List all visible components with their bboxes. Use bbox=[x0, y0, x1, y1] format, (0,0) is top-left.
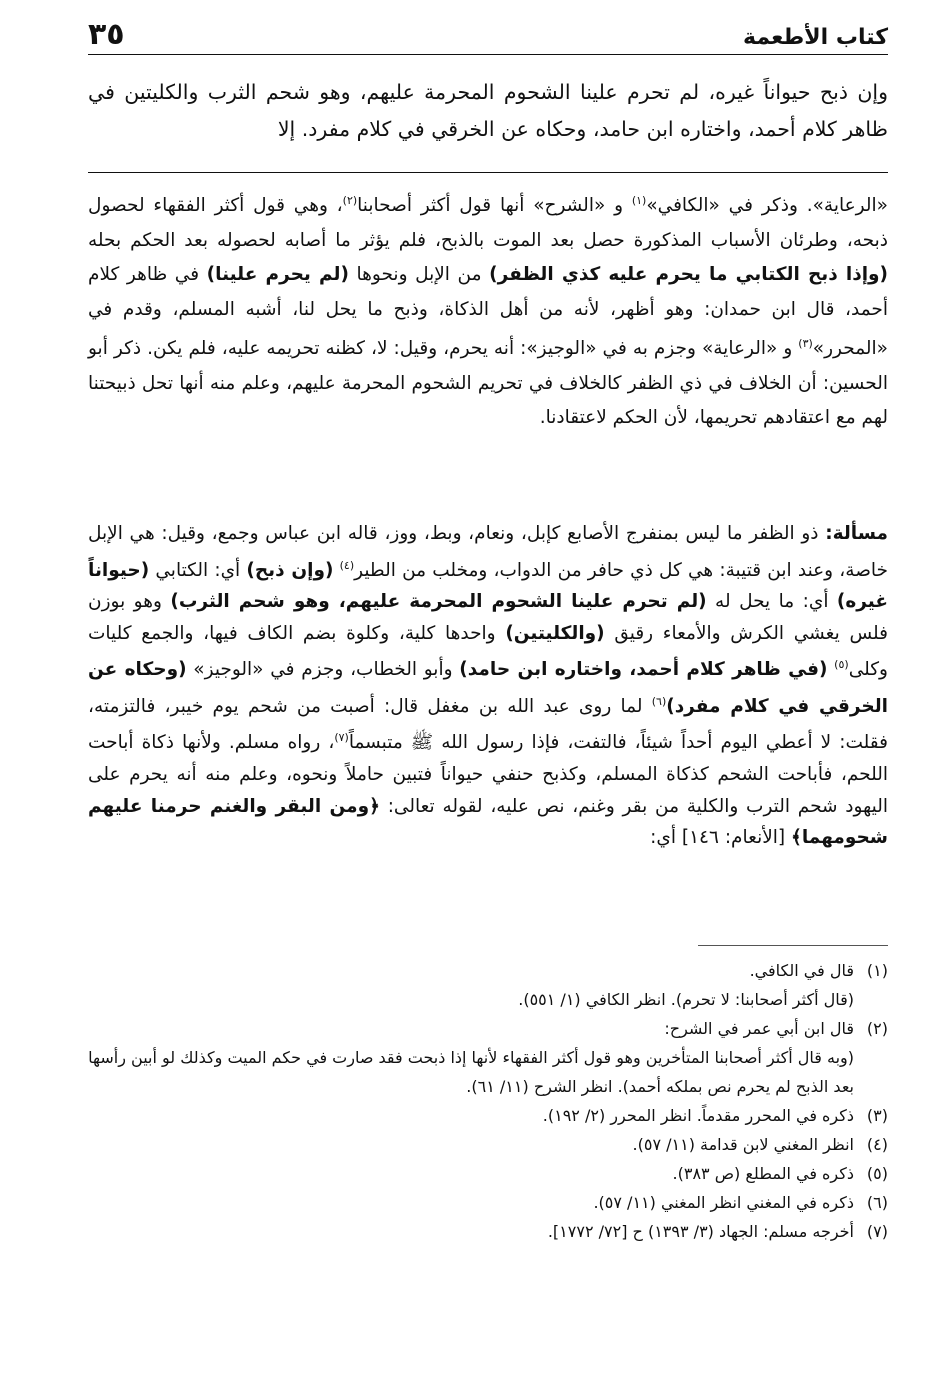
footnote-number: (٥) bbox=[866, 1164, 888, 1183]
quoted-matn: (والكليتين) bbox=[505, 622, 605, 644]
footnotes bbox=[88, 956, 888, 1246]
footnote-number: (٦) bbox=[866, 1193, 888, 1212]
quoted-matn: (وإن ذبح) bbox=[246, 559, 334, 581]
footnote-text: ذكره في المحرر مقدماً. انظر المحرر (٢/ ١٩٢). bbox=[542, 1106, 854, 1125]
footnote-text: قال في الكافي. bbox=[749, 961, 854, 980]
commentary-text: ، وهي قول أكثر الفقهاء لحصول ذبحه، وطرئان الأسباب المذكورة حصل بعد الموت بالذبح، فلم يؤثر ما أصابه لحصوله بعد الحكم بحله bbox=[88, 195, 888, 251]
footnote bbox=[88, 1130, 888, 1159]
commentary-text: في ظاهر كلام أحمد، قال ابن حمدان: وهو أظهر، لأنه من أهل الذكاة، وذبح ما يحل لنا، أشبه المسلم، وقدم في «المحرر» bbox=[88, 264, 888, 360]
footnote-ref: (٦) bbox=[651, 694, 667, 708]
footnote-number: (٢) bbox=[866, 1019, 888, 1038]
footnote-ref: (٤) bbox=[339, 558, 355, 572]
masala-text: أي: الكتابي bbox=[149, 559, 247, 581]
footnote bbox=[88, 1043, 888, 1101]
quoted-matn: (في ظاهر كلام أحمد، واختاره ابن حامد) bbox=[459, 659, 828, 681]
footnote-ref: (٧) bbox=[334, 731, 349, 745]
footnote bbox=[88, 1188, 888, 1217]
masala-text: ذو الظفر ما ليس بمنفرج الأصابع كإبل، ونعام، وبط، ووز، قاله ابن عباس وجمع، وقيل: هي الإبل خاصة، وعند ابن قتيبة: هي كل ذي حافر من الدواب، ومخلب من الطير bbox=[88, 523, 888, 581]
footnote-text: أخرجه مسلم: الجهاد (٣/ ١٣٩٣) ح [٧٢/ ١٧٧٢]. bbox=[547, 1222, 854, 1241]
masala-text: وهو بوزن فلس يغشي الكرش والأمعاء رقيق bbox=[88, 591, 889, 644]
footnote-number: (٤) bbox=[866, 1135, 888, 1154]
commentary-paragraph bbox=[88, 184, 888, 436]
footnote-ref: (٣) bbox=[798, 337, 813, 351]
footnote-text: ذكره في المطلع (ص ٣٨٣). bbox=[672, 1164, 854, 1183]
masala-text: ، رواه مسلم. ولأنها ذكاة أباحت اللحم، فأباحت الشحم كذكاة المسلم، وكذبح حنفي حيواناً فتبين حاملاً ونحوه، وعلم منه أنه يحرم على اليهود شحم الترب والكلية من بقر وغنم، نص عليه، لقوله تعالى: bbox=[88, 732, 888, 817]
running-header bbox=[88, 10, 888, 55]
footnote bbox=[88, 956, 888, 985]
quoted-matn: (لم تحرم علينا الشحوم المحرمة عليهم، وهو شحم الثرب) bbox=[170, 591, 707, 613]
footnote-number: (٣) bbox=[866, 1106, 888, 1125]
footnote-text: انظر المغني لابن قدامة (١١/ ٥٧). bbox=[632, 1135, 854, 1154]
commentary-text: «الرعاية». وذكر في «الكافي» bbox=[646, 195, 888, 217]
footnote-ref: (٢) bbox=[342, 194, 358, 207]
footnote-number bbox=[854, 985, 888, 1014]
footnote-number: (٧) bbox=[866, 1222, 888, 1241]
footnote-text: قال ابن أبي عمر في الشرح: bbox=[664, 1019, 854, 1038]
footnote bbox=[88, 985, 888, 1014]
masala-text: لما روى عبد الله بن مغفل قال: أصبت من شحم يوم خيبر، فالتزمته، فقلت: لا أعطي اليوم أحداً شيئاً، فالتفت، فإذا رسول الله ﷺ متبسماً bbox=[88, 695, 888, 754]
quoted-matn: (وإذا ذبح الكتابي ما يحرم عليه كذي الظفر) bbox=[489, 264, 888, 286]
footnote bbox=[88, 1101, 888, 1130]
footnote bbox=[88, 1217, 888, 1246]
footnote-text: ذكره في المغني انظر المغني (١١/ ٥٧). bbox=[593, 1193, 854, 1212]
commentary-text: و «الشرح» أنها قول أكثر أصحابنا bbox=[357, 195, 632, 217]
quoted-matn: (لم يحرم علينا) bbox=[206, 264, 349, 286]
chapter-title: كتاب الأطعمة bbox=[743, 25, 888, 50]
masala-text: [الأنعام: ١٤٦] أي: bbox=[650, 827, 792, 849]
main-text: وإن ذبح حيواناً غيره، لم تحرم علينا الشحوم المحرمة عليهم، وهو شحم الثرب والكليتين في ظاهر كلام أحمد، واختاره ابن حامد، وحكاه عن الخرقي في كلام مفرد. إلا bbox=[88, 80, 888, 141]
masala-text: أي: ما يحل له bbox=[706, 591, 837, 613]
masala-label: مسألة: bbox=[825, 523, 888, 544]
quran-verse: ﴿ومن البقر والغنم حرمنا عليهم شحومهما﴾ bbox=[88, 795, 888, 849]
footnote-text: (قال أكثر أصحابنا: لا تحرم). انظر الكافي (١/ ٥٥١). bbox=[518, 990, 854, 1009]
book-page bbox=[88, 0, 888, 1375]
footnote-ref: (٥) bbox=[834, 658, 849, 672]
commentary-text: و «الرعاية» وجزم به في «الوجيز»: أنه يحرم، وقيل: لا، كظنه تحريمه عليه، فلم يكن. ذكر أبو الحسين: أن الخلاف في ذي الظفر كالخلاف في تحريم الشحوم المحرمة عليهم، وعلم منه أنها تحل ذبيحتنا لهم مع اعتقادهم تحريمها، لأن الحكم لاعتقادنا. bbox=[88, 338, 888, 429]
quoted-matn: (حيواناً غيره) bbox=[88, 559, 888, 613]
masala-text: واحدها كلية، وكلوة بضم الكاف فيها، والجمع كليات وكلى bbox=[88, 622, 888, 681]
masala-paragraph bbox=[88, 518, 888, 854]
masala-text: وأبو الخطاب، وجزم في «الوجيز» bbox=[186, 659, 460, 681]
footnote-separator bbox=[698, 945, 888, 946]
footnote-ref: (١) bbox=[631, 194, 647, 207]
quoted-matn: (وحكاه عن الخرقي في كلام مفرد) bbox=[88, 659, 889, 717]
footnote-number: (١) bbox=[866, 961, 888, 980]
footnote-text: (وبه قال أكثر أصحابنا المتأخرين وهو قول أكثر الفقهاء لأنها إذا ذبحت فقد صارت في حكم الميت وكذلك لو أبين رأسها بعد الذبح لم يحرم نص بملكه أحمد). انظر الشرح (١١/ ٦١). bbox=[88, 1048, 854, 1096]
footnote bbox=[88, 1014, 888, 1043]
commentary-text: من الإبل ونحوها bbox=[348, 264, 490, 286]
footnote-number bbox=[854, 1043, 888, 1101]
text-separator bbox=[88, 172, 888, 173]
footnote bbox=[88, 1159, 888, 1188]
page-number: ٣٥ bbox=[88, 17, 125, 52]
